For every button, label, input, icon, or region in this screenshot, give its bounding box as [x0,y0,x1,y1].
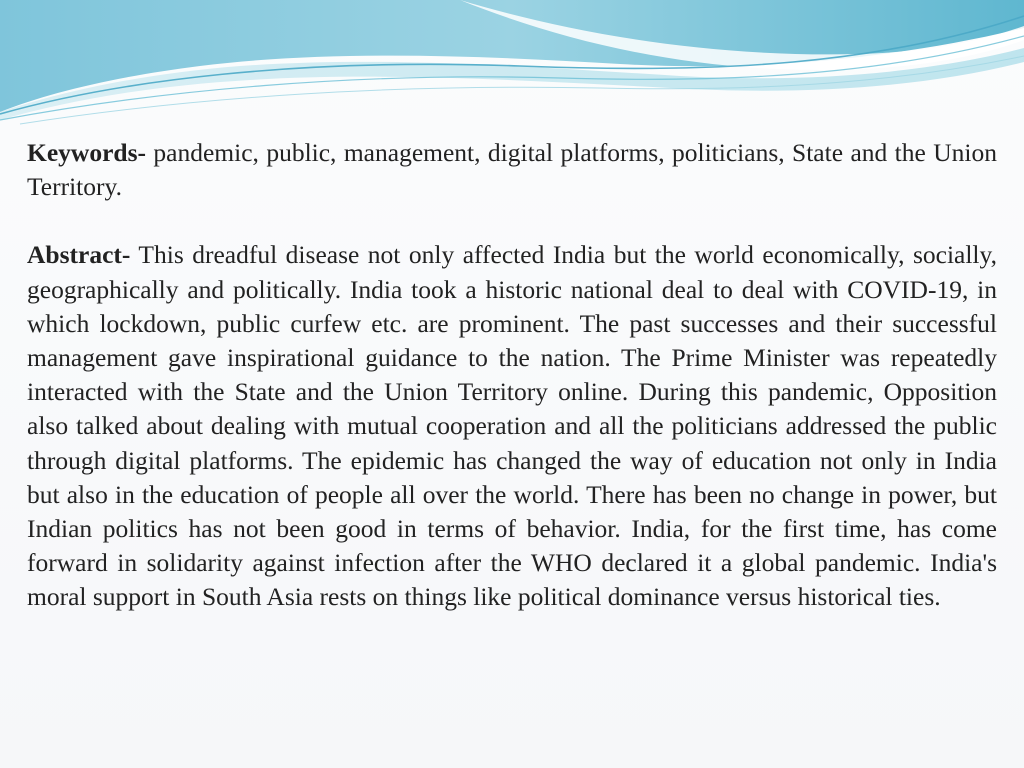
header-wave-decoration [0,0,1024,130]
keywords-label: Keywords- [27,138,146,167]
keywords-text: pandemic, public, management, digital platforms, politicians, State and the Union Territory. [27,138,998,202]
abstract-paragraph [27,238,997,614]
abstract-label: Abstract- [27,240,131,270]
abstract-text: This dreadful disease not only affected India but the world economically, socially, geographically and politically. India took a historic national deal to deal with COVID-19, in which lockdown, public curfew etc. are prominent. The past successes and their successful management gave inspirational guidance to the nation. The Prime Minister was repeatedly interacted with the State and the Union Territory online. During this pandemic, Opposition also talked about dealing with mutual cooperation and all the politicians addressed the public through digital platforms. The epidemic has changed the way of education not only in India but also in the education of people all over the world. There has been no change in power, but Indian politics has not been good in terms of behavior. India, for the first time, has come forward in solidarity against infection after the WHO declared it a global pandemic. India's moral support in South Asia rests on things like political dominance versus historical ties. [27,240,997,612]
abstract-content [27,136,997,615]
keywords-paragraph [27,136,997,204]
